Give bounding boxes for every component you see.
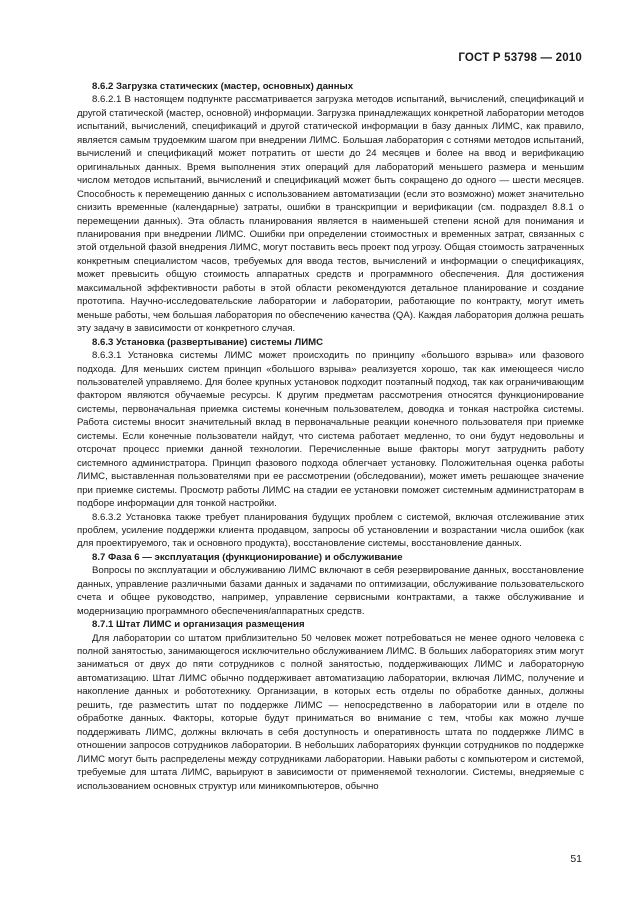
paragraph: Вопросы по эксплуатации и обслуживанию ЛИМС включают в себя резервирование данных, восстановление данных, управление различными базами данных и задачами по оптимизации, обслуживание пользовательского счета и общее руководство, например, управление сервисными контрактами, а также обслуживание и модернизацию программного обеспечения/аппаратных средств.	[77, 565, 584, 617]
section-heading: 8.6.2 Загрузка статических (мастер, основных) данных	[92, 81, 354, 92]
page-number: 51	[570, 853, 582, 865]
section-heading: 8.6.3 Установка (развертывание) системы ЛИМС	[92, 336, 324, 348]
document-code: ГОСТ Р 53798 — 2010	[458, 52, 582, 64]
paragraph: 8.6.3.2 Установка также требует планирования будущих проблем с системой, включая отслеживание этих проблем, усиление поддержки клиента продавцом, запросы об установлении и возрастании числа ошибок (как для проектируемого, так и основного продукта), восстановление системы, восстановление данных.	[77, 511, 584, 550]
body-text	[77, 80, 584, 793]
section-heading: 8.7.1 Штат ЛИМС и организация размещения	[92, 619, 305, 631]
section-heading: 8.7 Фаза 6 — эксплуатация (функционирование) и обслуживание	[92, 551, 403, 563]
paragraph: 8.6.2.1 В настоящем подпункте рассматривается загрузка методов испытаний, вычислений, спецификаций и другой статической (мастер, основной) информации. Загрузка принадлежащих конкретной лаборатории методов испытаний, вычислений, спецификаций и другой статической информации в базу данных ЛИМС, как правило, является самым трудоемким шагом при внедрении ЛИМС. Большая лаборатория с сотнями методов испытаний, вычислений и спецификаций может потратить от шести до 24 месяцев и более на ввод и верификацию оригинальных данных. Время выполнения этих операций для лабораторий меньшего размера и меньшим числом методов испытаний, вычислений и спецификаций может быть сокращено до одного — шести месяцев. Способность к перемещению данных с использованием автоматизации (если это возможно) может значительно снизить временные (календарные) затраты, ошибки в транскрипции и верификации (см. подраздел 8.8.1 о перемещении данных). Эта область планирования является в наименьшей степени ясной для понимания и планирования при внедрении ЛИМС. Ошибки при определении стоимостных и временных затрат, связанных с этой отдельной фазой внедрения ЛИМС, могут поставить весь проект под угрозу. Общая стоимость затраченных конкретным специалистом часов, требуемых для ввода тестов, вычислений и информации о спецификациях, может превысить общую стоимость аппаратных средств и программного обеспечения. Для достижения максимальной эффективности работы в этой области рекомендуются детальное планирование и создание прототипа. Научно-исследовательские лаборатории и лаборатории, работающие по контракту, могут иметь меньше работы, чем большая лаборатория по обеспечению качества (QA). Каждая лаборатория должна решать эту задачу в зависимости от конкретного случая.	[77, 94, 584, 335]
paragraph: Для лаборатории со штатом приблизительно 50 человек может потребоваться не менее одного человека с полной занятостью, занимающегося исключительно обслуживанием ЛИМС. В больших лабораториях этим могут заниматься от двух до пяти сотрудников с полной занятостью, поддерживающих ЛИМС и лабораторную автоматизацию. Штат ЛИМС обычно поддерживает автоматизацию лаборатории, включая ЛИМС, получение и накопление данных и робототехнику. Организации, в которых есть отделы по обработке данных, должны решить, где разместить штат по поддержке ЛИМС — непосредственно в лаборатории или в отделе по обработке данных. Факторы, которые будут приниматься во внимание с тем, чтобы как можно лучше поддерживать ЛИМС, должны включать в себя доступность и оперативность штата по поддержке ЛИМС в отношении запросов сотрудников лаборатории. В небольших лабораториях функции сотрудников по поддержке ЛИМС могут быть распределены между сотрудниками лаборатории. Навыки работы с компьютером и системой, требуемые для штата ЛИМС, варьируют в зависимости от применяемой технологии. Системы, внедряемые с использованием основных структур или миникомпьютеров, обычно	[77, 632, 584, 792]
paragraph: 8.6.3.1 Установка системы ЛИМС может происходить по принципу «большого взрыва» или фазового подхода. Для меньших систем принцип «большого взрыва» реализуется хорошо, так как имеющееся число пользователей управляемо. Для более крупных установок подходит поэтапный подход, так как ограничивающим фактором являются обучаемые ресурсы. К другим предметам рассмотрения относятся функционирование системы, первоначальная приемка системы конечным пользователем, доводка и тонкая настройка системы. Работа системы вносит значительный вклад в первоначальные реакции конечного пользователя при приемке системы. Если конечные пользователи найдут, что система работает медленно, то они будут недовольны и отсрочат процесс приемки данной технологии. Перечисленные выше факторы могут затруднить работу системного администратора. Принцип фазового подхода облегчает установку. Положительная оценка работы ЛИМС, выставленная пользователями при ее рассмотрении (обследовании), может иметь решающее значение при приемке системы. Просмотр работы ЛИМС на стадии ее установки поможет системным администраторам в подборе информации для тонкой настройки.	[77, 350, 584, 510]
